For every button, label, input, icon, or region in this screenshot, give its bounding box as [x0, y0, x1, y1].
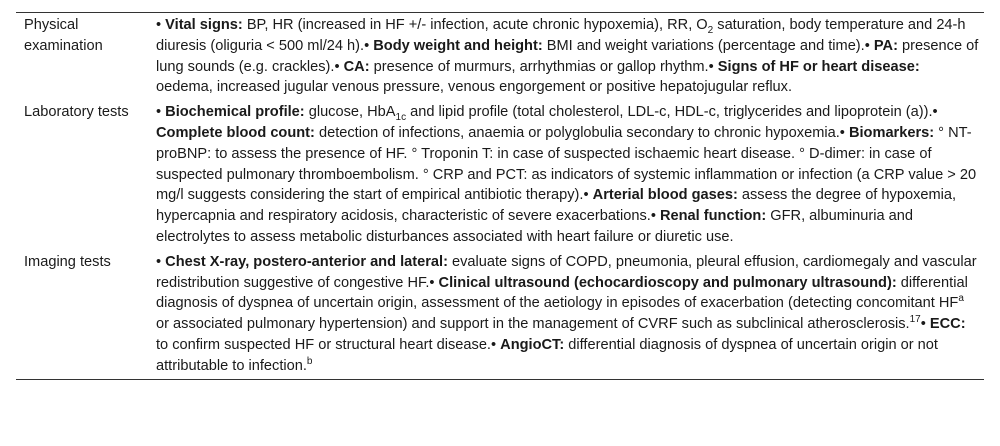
item-text: detection of infections, anaemia or polyglobulia secondary to chronic hypoxemia.	[314, 124, 840, 141]
item-heading: CA:	[343, 58, 370, 75]
bullet-glyph: •	[583, 187, 593, 204]
assessment-table	[16, 13, 984, 379]
bullet-glyph: •	[864, 37, 874, 54]
clinical-table	[16, 12, 984, 380]
bullet-glyph: •	[156, 17, 166, 33]
subscript: 1c	[395, 112, 407, 124]
item-heading: Chest X-ray, postero-anterior and lateral:	[165, 253, 448, 270]
item-text: saturation, body temperature and 24-h diuresis (oliguria < 500 ml/24 h).	[156, 17, 966, 54]
bullet-glyph: •	[156, 104, 166, 121]
bullet-glyph: •	[334, 58, 344, 75]
item-heading: Clinical ultrasound (echocardioscopy and pulmonary ultrasound):	[438, 274, 897, 291]
item-heading: PA:	[873, 37, 898, 54]
item-text: differential diagnosis of dyspnea of uncertain origin, assessment of the aetiology in episodes of exacerbation (detecting concomitant HF	[156, 274, 968, 312]
item-text: differential diagnosis of dyspnea of uncertain origin or not attributable to infection.	[156, 336, 938, 374]
item-heading: AngioCT:	[500, 336, 565, 353]
item-heading: ECC:	[929, 316, 966, 333]
row-label: Physical examination	[24, 17, 103, 54]
item-text: to confirm suspected HF or structural heart disease.	[156, 336, 491, 353]
table-row	[16, 250, 984, 379]
item-heading: Complete blood count:	[156, 124, 315, 141]
row-content	[156, 250, 984, 379]
bullet-glyph: •	[156, 253, 166, 270]
item-text: GFR, albuminuria and electrolytes to assess metabolic disturbances associated with heart failure or diuretic use.	[156, 208, 914, 245]
bullet-glyph: •	[920, 316, 930, 333]
item-text: BMI and weight variations (percentage and time).	[542, 37, 865, 54]
superscript: 17	[909, 314, 921, 326]
item-heading: Biochemical profile:	[165, 104, 305, 121]
item-heading: Arterial blood gases:	[592, 187, 738, 204]
list-item	[334, 59, 708, 75]
list-item	[364, 38, 865, 54]
item-text: evaluate signs of COPD, pneumonia, pleural effusion, cardiomegaly and vascular redistribution suggestive of congestive HF.	[156, 253, 977, 291]
bullet-glyph: •	[429, 274, 439, 291]
table-row	[16, 13, 984, 100]
item-text: BP, HR (increased in HF +/- infection, acute chronic hypoxemia), RR, O	[242, 17, 708, 33]
item-text: and lipid profile (total cholesterol, LDL-c, HDL-c, triglycerides and lipoprotein (a)).	[406, 104, 933, 121]
row-content	[156, 100, 984, 250]
list-item	[156, 104, 933, 124]
item-text: presence of murmurs, arrhythmias or gallop rhythm.	[369, 58, 709, 75]
table-bottom-rule	[16, 379, 984, 380]
bullet-glyph: •	[491, 336, 501, 353]
item-heading: Renal function:	[659, 208, 767, 225]
row-label: Laboratory tests	[24, 104, 129, 121]
bullet-glyph: •	[932, 104, 938, 121]
item-heading: Biomarkers:	[848, 124, 935, 141]
item-text: assess the degree of hypoxemia, hypercapnia and respiratory acidosis, characteristic of severe exacerbations.	[156, 187, 957, 225]
superscript: b	[306, 355, 313, 367]
row-content	[156, 13, 984, 100]
bullet-glyph: •	[364, 37, 374, 54]
subscript: 2	[707, 24, 714, 36]
item-text: presence of lung sounds (e.g. crackles).	[156, 37, 979, 75]
bullet-glyph: •	[839, 124, 849, 141]
bullet-glyph: •	[650, 208, 660, 225]
item-heading: Vital signs:	[165, 17, 243, 33]
table-row	[16, 100, 984, 250]
superscript: a	[958, 293, 964, 305]
bullet-glyph: •	[708, 58, 718, 75]
row-label: Imaging tests	[24, 253, 111, 270]
item-heading: Signs of HF or heart disease:	[717, 58, 920, 75]
item-text: ° NT-proBNP: to assess the presence of HF. ° Troponin T: in case of suspected ischaemic heart disease. ° D-dimer: in case of suspected pulmonary thromboembolism. ° CRP and PCT: as indicators of systemic inflammation or infection (a CRP value > 20 mg/l suggests considering the start of empirical antibiotic therapy).	[156, 124, 977, 204]
item-text: or associated pulmonary hypertension) and support in the management of CVRF such as subclinical atherosclerosis.	[156, 316, 910, 333]
item-heading: Body weight and height:	[373, 37, 543, 54]
item-text: oedema, increased jugular venous pressure, venous engorgement or positive hepatojugular reflux.	[156, 79, 793, 96]
item-text: glucose, HbA	[304, 104, 396, 121]
